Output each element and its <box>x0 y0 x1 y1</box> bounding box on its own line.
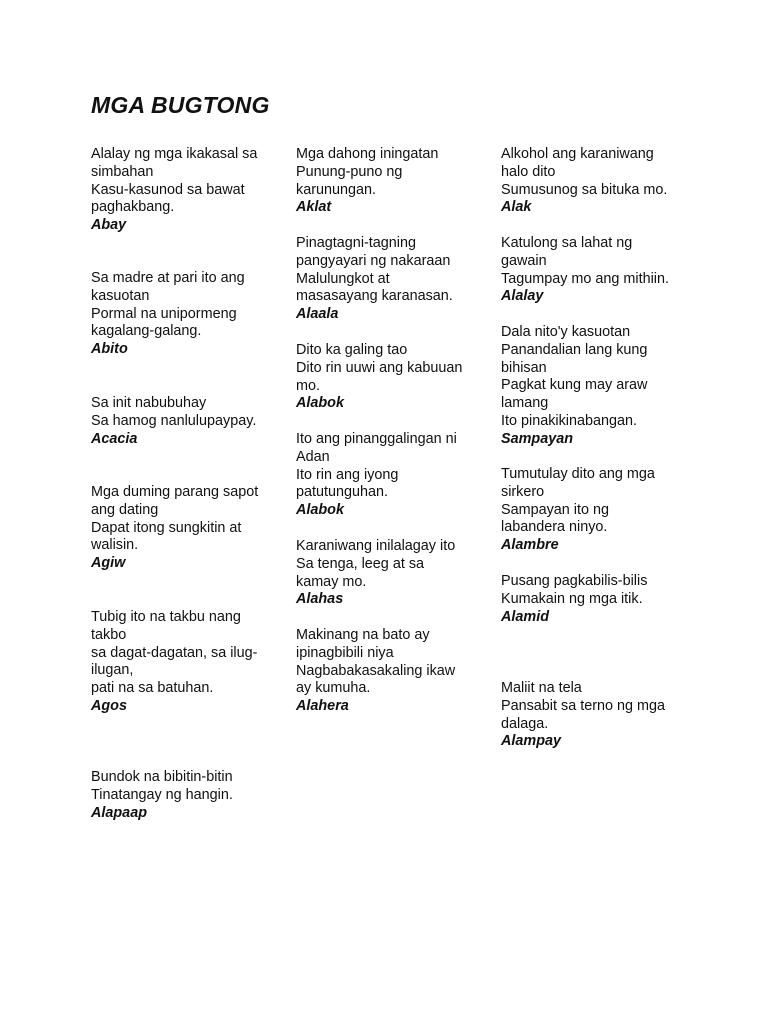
riddle-line: karunungan. <box>296 181 377 198</box>
riddle-answer: Alalay <box>501 288 544 305</box>
riddle-line: Sumusunog sa bituka mo. <box>501 181 668 198</box>
riddle-item <box>91 609 287 716</box>
riddle-item <box>501 235 687 306</box>
riddle-item <box>91 484 287 573</box>
riddle-item <box>296 146 476 217</box>
riddle-line: kagalang-galang. <box>91 323 202 340</box>
riddle-line: Makinang na bato ay <box>296 627 430 643</box>
riddle-item <box>91 395 287 448</box>
riddle-line: gawain <box>501 252 547 269</box>
riddle-answer: Aklat <box>296 199 332 216</box>
riddle-line: Kumakain ng mga itik. <box>501 590 643 607</box>
riddle-line: sa dagat-dagatan, sa ilug- <box>91 644 258 661</box>
riddle-answer: Alapaap <box>91 804 147 821</box>
riddle-answer: Alahas <box>296 591 344 608</box>
riddle-answer: Agos <box>91 697 127 714</box>
riddle-line: Alalay ng mga ikakasal sa <box>91 146 258 162</box>
riddle-line: Sa hamog nanlulupaypay. <box>91 412 257 429</box>
riddle-answer: Alampay <box>501 733 561 750</box>
riddle-line: Adan <box>296 448 330 465</box>
riddle-line: bihisan <box>501 359 547 376</box>
riddle-line: Tinatangay ng hangin. <box>91 786 233 803</box>
riddle-item <box>501 573 687 626</box>
riddle-line: pati na sa batuhan. <box>91 680 214 697</box>
riddle-item <box>501 466 687 555</box>
riddle-line: Karaniwang inilalagay ito <box>296 538 456 554</box>
riddle-answer: Alaala <box>296 306 339 323</box>
riddle-line: halo dito <box>501 163 556 180</box>
riddle-answer: Alambre <box>501 537 559 554</box>
riddle-line: pangyayari ng nakaraan <box>296 252 451 269</box>
riddle-line: Panandalian lang kung <box>501 341 648 358</box>
riddle-item <box>501 146 687 217</box>
riddle-item <box>501 324 687 449</box>
riddle-line: Kasu-kasunod sa bawat <box>91 181 245 198</box>
riddle-line: Katulong sa lahat ng <box>501 235 633 251</box>
riddle-line: kasuotan <box>91 287 150 304</box>
riddle-line: Ito ang pinanggalingan ni <box>296 431 457 447</box>
riddle-line: masasayang karanasan. <box>296 288 453 305</box>
riddle-line: ang dating <box>91 501 159 518</box>
riddle-item <box>91 146 287 235</box>
riddle-line: Dala nito'y kasuotan <box>501 324 631 340</box>
riddle-line: Sa madre at pari ito ang <box>91 270 245 286</box>
riddle-line: Punung-puno ng <box>296 163 403 180</box>
riddle-line: Mga duming parang sapot <box>91 484 259 500</box>
riddle-line: kamay mo. <box>296 573 367 590</box>
riddle-line: Tumutulay dito ang mga <box>501 466 655 482</box>
riddle-line: Tagumpay mo ang mithiin. <box>501 270 669 287</box>
riddle-answer: Alabok <box>296 395 344 412</box>
riddle-line: Dito rin uuwi ang kabuuan <box>296 359 463 376</box>
riddle-line: Bundok na bibitin-bitin <box>91 769 233 785</box>
riddle-item <box>296 431 476 520</box>
riddle-line: simbahan <box>91 163 154 180</box>
riddle-line: dalaga. <box>501 715 549 732</box>
riddle-line: Dito ka galing tao <box>296 342 408 358</box>
riddle-item <box>91 769 287 822</box>
riddle-line: Sampayan ito ng <box>501 501 610 518</box>
riddle-line: Nagbabakasakaling ikaw <box>296 662 456 679</box>
riddle-item <box>296 235 476 324</box>
riddle-line: ipinagbibili niya <box>296 644 394 661</box>
riddle-line: Mga dahong iningatan <box>296 146 439 162</box>
riddle-line: Pinagtagni-tagning <box>296 235 417 251</box>
riddle-line: Ito rin ang iyong <box>296 466 399 483</box>
riddle-line: patutunguhan. <box>296 484 389 501</box>
riddle-item <box>296 342 476 413</box>
riddle-line: Tubig ito na takbu nang <box>91 609 241 625</box>
riddle-line: ilugan, <box>91 662 134 679</box>
riddle-line: paghakbang. <box>91 199 175 216</box>
riddle-line: Sa init nabubuhay <box>91 395 207 411</box>
riddle-answer: Alahera <box>296 698 349 715</box>
riddle-line: labandera ninyo. <box>501 519 608 536</box>
riddle-answer: Abito <box>91 341 128 358</box>
riddle-line: Sa tenga, leeg at sa <box>296 555 425 572</box>
riddle-line: lamang <box>501 395 549 412</box>
riddle-line: takbo <box>91 626 127 643</box>
riddle-line: Ito pinakikinabangan. <box>501 412 638 429</box>
riddle-line: Alkohol ang karaniwang <box>501 146 654 162</box>
riddle-answer: Alak <box>501 199 532 216</box>
riddle-item <box>296 538 476 609</box>
riddle-item <box>501 680 687 751</box>
riddle-item <box>91 270 287 359</box>
riddle-answer: Sampayan <box>501 430 573 447</box>
riddle-answer: Alamid <box>501 608 549 625</box>
riddle-answer: Abay <box>91 217 127 234</box>
riddle-line: Pagkat kung may araw <box>501 377 648 394</box>
riddle-answer: Acacia <box>91 430 138 447</box>
riddle-line: mo. <box>296 377 320 394</box>
riddle-line: walisin. <box>91 537 139 554</box>
riddle-line: ay kumuha. <box>296 680 371 697</box>
riddle-line: Pansabit sa terno ng mga <box>501 697 665 714</box>
riddle-line: Maliit na tela <box>501 680 582 696</box>
riddle-answer: Agiw <box>91 555 126 572</box>
riddle-line: Pusang pagkabilis-bilis <box>501 573 648 589</box>
riddle-item <box>296 627 476 716</box>
page-title: MGA BUGTONG <box>91 92 270 118</box>
riddle-line: Malulungkot at <box>296 270 390 287</box>
riddle-line: sirkero <box>501 483 545 500</box>
riddle-line: Pormal na unipormeng <box>91 305 237 322</box>
riddle-answer: Alabok <box>296 502 344 519</box>
riddle-line: Dapat itong sungkitin at <box>91 519 242 536</box>
